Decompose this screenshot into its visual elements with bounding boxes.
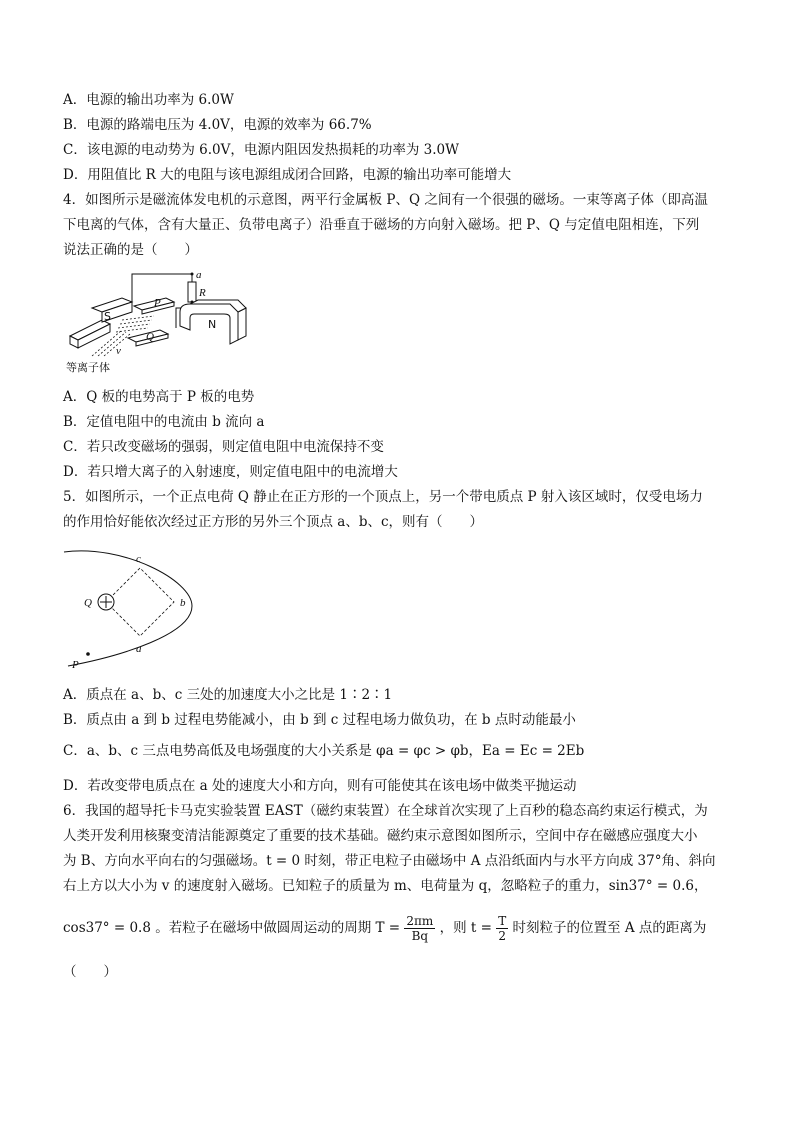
q6-stem-line-1: 6．我国的超导托卡马克实验装置 EAST（磁约束装置）在全球首次实现了上百秒的稳态高约束运行模式，为 <box>63 803 708 819</box>
q6-line5-part-b: ，则 t = <box>439 920 492 936</box>
q6-line5-part-c: 时刻粒子的位置至 A 点的距离为 <box>512 920 707 936</box>
q4-stem-line-3: 说法正确的是（ ） <box>63 242 198 258</box>
point-p-dot <box>86 652 90 656</box>
time-fraction <box>496 914 508 943</box>
label-v: v <box>116 345 121 357</box>
label-q: Q <box>146 331 154 343</box>
label-p: P <box>72 659 79 671</box>
label-q: Q <box>84 597 92 609</box>
label-b: b <box>180 597 186 609</box>
dashed-square <box>106 568 174 636</box>
period-fraction <box>404 914 435 943</box>
q4-option-a: A．Q 板的电势高于 P 板的电势 <box>63 389 255 405</box>
time-numerator: T <box>498 914 507 928</box>
q5-option-c: C．a、b、c 三点电势高低及电场强度的大小关系是 φa = φc > φb，Ea = Ec = 2Eb <box>63 743 585 759</box>
q3-option-b: B．电源的路端电压为 4.0V，电源的效率为 66.7% <box>63 117 372 133</box>
plasma-caption: 等离子体 <box>66 361 110 374</box>
q6-answer-blank: （ ） <box>63 964 117 980</box>
label-c: c <box>136 553 141 565</box>
label-s: S <box>104 310 111 323</box>
label-n: N <box>208 318 217 331</box>
q3-option-a: A．电源的输出功率为 6.0W <box>63 92 234 108</box>
label-p: P <box>154 297 161 309</box>
period-numerator: 2πm <box>406 914 434 928</box>
q3-option-d: D．用阻值比 R 大的电阻与该电源组成闭合回路，电源的输出功率可能增大 <box>63 167 512 183</box>
charge-square-figure <box>62 544 202 672</box>
period-denominator: Bq <box>411 929 429 943</box>
q6-stem-line-5 <box>63 908 743 948</box>
q4-stem-line-1: 4．如图所示是磁流体发电机的示意图，两平行金属板 P、Q 之间有一个很强的磁场。一束等离子体（即高温 <box>63 192 708 208</box>
q3-option-c: C．该电源的电动势为 6.0V，电源内阻因发热损耗的功率为 3.0W <box>63 142 459 158</box>
node-a-dot <box>191 273 194 276</box>
q6-line5-part-a: cos37° = 0.8 。若粒子在磁场中做圆周运动的周期 T = <box>63 920 401 936</box>
q5-option-b: B．质点由 a 到 b 过程电势能减小，由 b 到 c 过程电场力做负功，在 b 点时动能最小 <box>63 712 576 728</box>
q5-option-a: A．质点在 a、b、c 三处的加速度大小之比是 1∶2∶1 <box>63 687 393 703</box>
q6-stem-line-4: 右上方以大小为 v 的速度射入磁场。已知粒子的质量为 m、电荷量为 q，忽略粒子的重力，sin37° = 0.6， <box>63 878 708 894</box>
label-a: a <box>196 269 202 281</box>
q6-stem-line-2: 人类开发利用核聚变清洁能源奠定了重要的技术基础。磁约束示意图如图所示，空间中存在磁感应强度大小 <box>63 828 698 844</box>
q4-option-c: C．若只改变磁场的强弱，则定值电阻中电流保持不变 <box>63 439 384 455</box>
q6-stem-line-3: 为 B、方向水平向右的匀强磁场。t = 0 时刻，带正电粒子由磁场中 A 点沿纸面内与水平方向成 37°角、斜向 <box>63 853 716 869</box>
q5-option-d: D．若改变带电质点在 a 处的速度大小和方向，则有可能使其在该电场中做类平抛运动 <box>63 778 577 794</box>
q5-stem-line-1: 5．如图所示，一个正点电荷 Q 静止在正方形的一个顶点上，另一个带电质点 P 射入该区域时，仅受电场力 <box>63 489 703 505</box>
time-denominator: 2 <box>498 929 507 943</box>
q4-stem-line-2: 下电离的气体，含有大量正、负带电离子）沿垂直于磁场的方向射入磁场。把 P、Q 与定值电阻相连，下列 <box>63 217 700 233</box>
label-a: a <box>136 643 142 655</box>
q4-option-b: B．定值电阻中的电流由 b 流向 a <box>63 414 265 430</box>
mhd-generator-figure <box>62 268 262 378</box>
q5-stem-line-2: 的作用恰好能依次经过正方形的另外三个顶点 a、b、c，则有（ ） <box>63 514 484 530</box>
q4-option-d: D．若只增大离子的入射速度，则定值电阻中的电流增大 <box>63 464 398 480</box>
label-r: R <box>199 287 206 299</box>
